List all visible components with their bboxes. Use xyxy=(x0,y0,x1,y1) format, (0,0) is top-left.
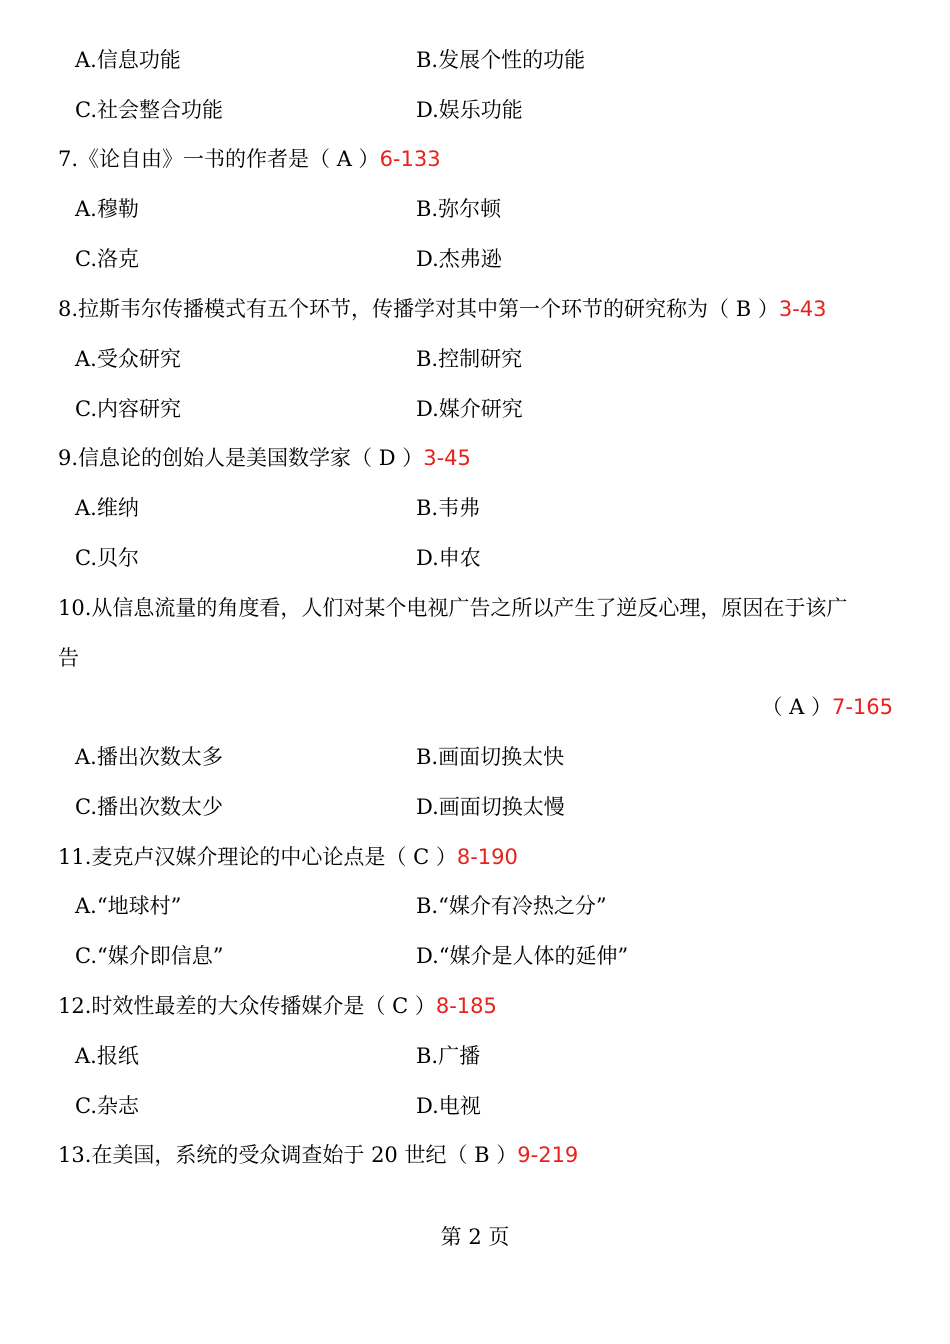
q7-question xyxy=(58,144,441,174)
q9-option-a: A.维纳 xyxy=(75,496,139,520)
q7-option-a: A.穆勒 xyxy=(75,197,139,221)
q12-question xyxy=(58,991,497,1021)
q10-answer xyxy=(761,692,893,722)
q7-stem: 7.《论自由》一书的作者是（ A ） xyxy=(58,147,380,171)
q12-option-a: A.报纸 xyxy=(75,1044,139,1068)
q7-reference: 6-133 xyxy=(379,147,441,171)
q12-option-b: B.广播 xyxy=(416,1044,481,1068)
q11-option-d: D.“媒介是人体的延伸” xyxy=(416,944,629,968)
q10-stem-line-2: 告 xyxy=(58,646,79,670)
q8-option-c: C.内容研究 xyxy=(75,397,181,421)
q7-option-c: C.洛克 xyxy=(75,247,139,271)
q10-stem-line-1: 10.从信息流量的角度看，人们对某个电视广告之所以产生了逆反心理，原因在于该广 xyxy=(58,596,848,620)
q11-option-c: C.“媒介即信息” xyxy=(75,944,224,968)
q9-stem: 9.信息论的创始人是美国数学家（ D ） xyxy=(58,446,424,470)
q6-option-b: B.发展个性的功能 xyxy=(416,48,586,72)
q13-stem: 13.在美国，系统的受众调查始于 20 世纪（ B ） xyxy=(58,1143,518,1167)
q10-option-a: A.播出次数太多 xyxy=(75,745,223,769)
q10-option-c: C.播出次数太少 xyxy=(75,795,223,819)
q10-option-d: D.画面切换太慢 xyxy=(416,795,565,819)
page-number: 第 2 页 xyxy=(440,1225,510,1249)
q9-reference: 3-45 xyxy=(423,446,471,470)
q6-option-d: D.娱乐功能 xyxy=(416,98,523,122)
q8-option-d: D.媒介研究 xyxy=(416,397,523,421)
q11-question xyxy=(58,842,518,872)
q11-option-b: B.“媒介有冷热之分” xyxy=(416,894,607,918)
q12-option-d: D.电视 xyxy=(416,1094,481,1118)
q8-option-a: A.受众研究 xyxy=(75,347,181,371)
q9-question xyxy=(58,443,471,473)
q11-option-a: A.“地球村” xyxy=(75,894,182,918)
q9-option-c: C.贝尔 xyxy=(75,546,139,570)
q9-option-d: D.申农 xyxy=(416,546,481,570)
q12-reference: 8-185 xyxy=(435,994,497,1018)
q9-option-b: B.韦弗 xyxy=(416,496,481,520)
q7-option-d: D.杰弗逊 xyxy=(416,247,502,271)
q12-option-c: C.杂志 xyxy=(75,1094,139,1118)
q12-stem: 12.时效性最差的大众传播媒介是（ C ） xyxy=(58,994,436,1018)
q6-option-c: C.社会整合功能 xyxy=(75,98,223,122)
q13-reference: 9-219 xyxy=(517,1143,579,1167)
q8-option-b: B.控制研究 xyxy=(416,347,523,371)
q6-option-a: A.信息功能 xyxy=(75,48,181,72)
q7-option-b: B.弥尔顿 xyxy=(416,197,502,221)
q8-stem: 8.拉斯韦尔传播模式有五个环节，传播学对其中第一个环节的研究称为（ B ） xyxy=(58,297,779,321)
q10-option-b: B.画面切换太快 xyxy=(416,745,565,769)
q10-reference: 7-165 xyxy=(831,695,893,719)
q11-stem: 11.麦克卢汉媒介理论的中心论点是（ C ） xyxy=(58,845,457,869)
q11-reference: 8-190 xyxy=(456,845,518,869)
q13-question xyxy=(58,1140,578,1170)
q8-reference: 3-43 xyxy=(778,297,827,321)
q8-question xyxy=(58,294,827,324)
q10-answer-text: （ A ） xyxy=(761,695,832,719)
